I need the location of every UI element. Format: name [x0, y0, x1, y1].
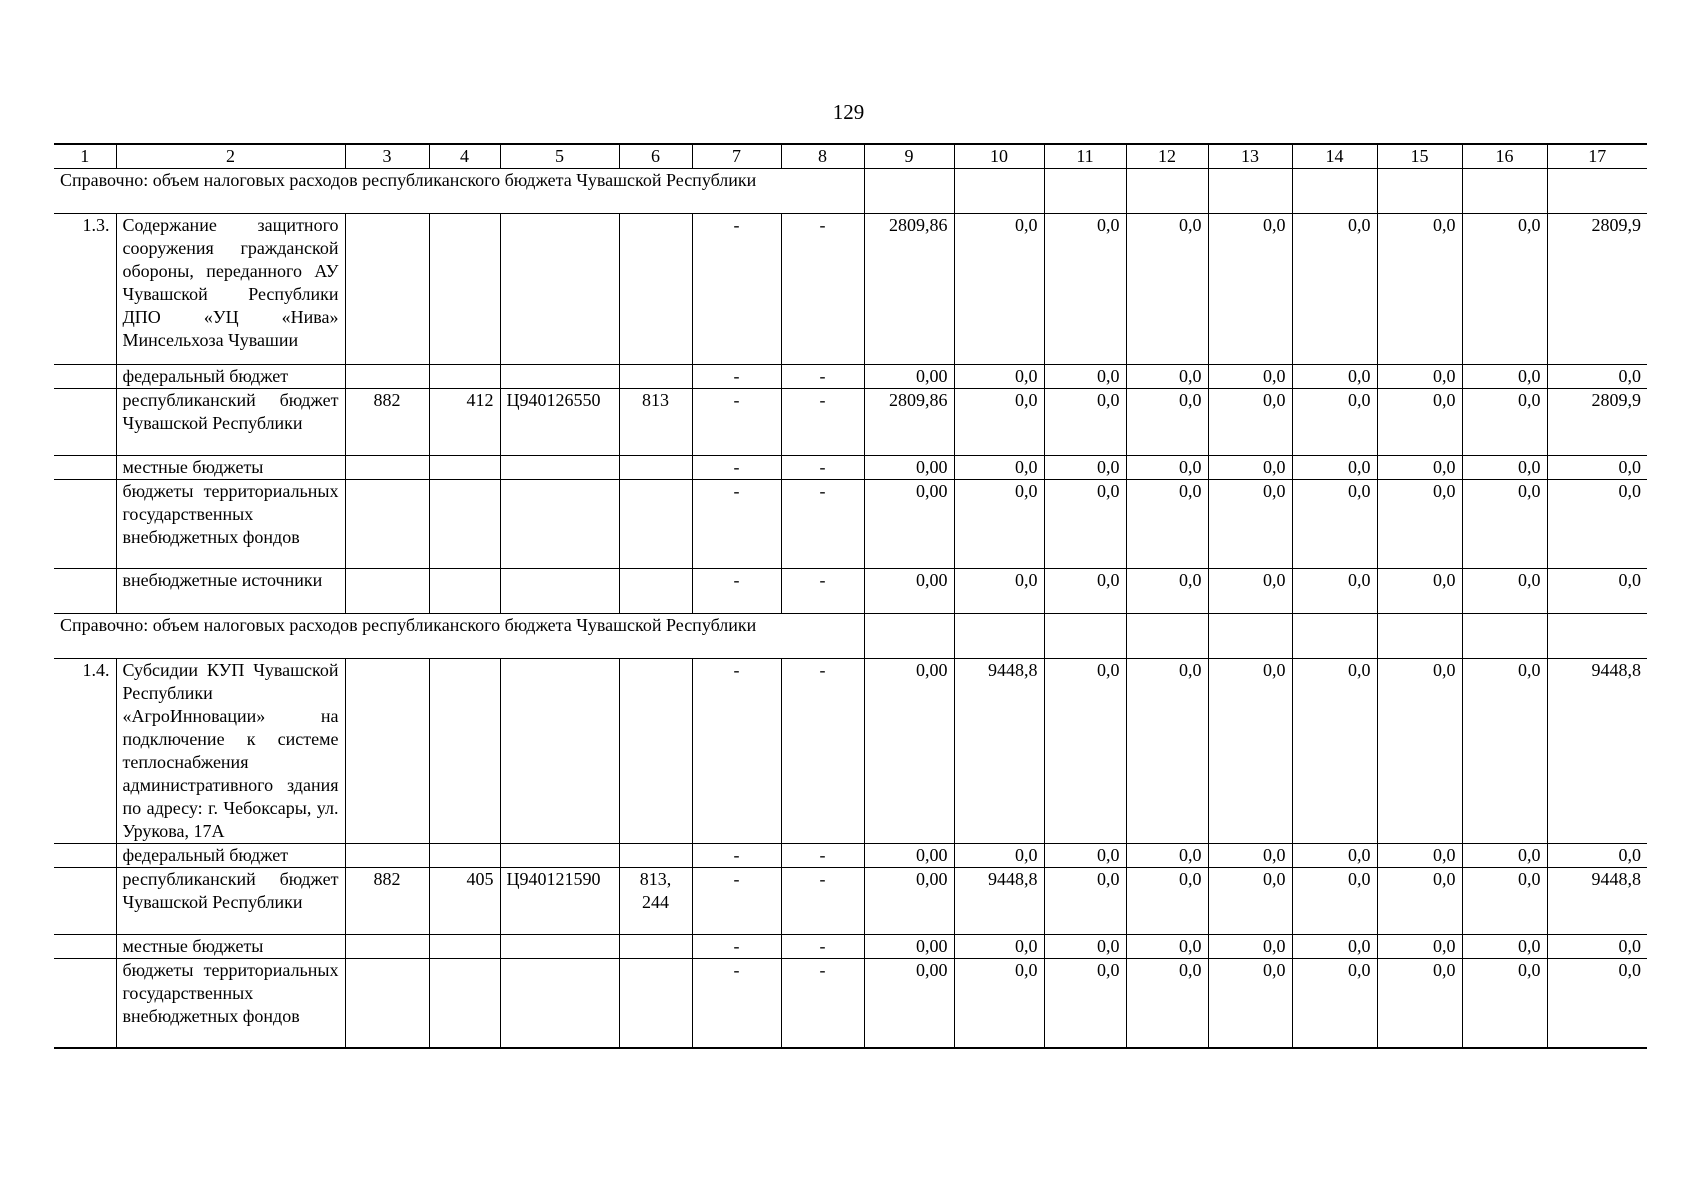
dash-cell: - — [781, 456, 864, 480]
dash-cell: - — [781, 480, 864, 569]
funding-source-row — [54, 935, 1647, 959]
funding-source-row — [54, 456, 1647, 480]
column-number: 12 — [1126, 144, 1208, 169]
gr-code — [345, 959, 429, 1049]
amount-cell: 0,0 — [1126, 456, 1208, 480]
expense-type-code — [619, 480, 692, 569]
amount-cell: 0,00 — [864, 868, 954, 935]
dash-cell: - — [692, 214, 781, 365]
amount-cell: 0,0 — [1547, 959, 1647, 1049]
empty-cell — [345, 659, 429, 844]
amount-cell: 0,0 — [954, 935, 1044, 959]
dash-cell: - — [781, 365, 864, 389]
gr-code: 882 — [345, 868, 429, 935]
funding-source-name: федеральный бюджет — [116, 365, 345, 389]
amount-cell: 2809,9 — [1547, 214, 1647, 365]
target-article-code: Ц940126550 — [500, 389, 619, 456]
target-article-code — [500, 365, 619, 389]
dash-cell: - — [781, 214, 864, 365]
section-code — [429, 456, 500, 480]
reference-row — [54, 614, 1647, 659]
column-number: 7 — [692, 144, 781, 169]
empty-cell — [619, 214, 692, 365]
gr-code — [345, 844, 429, 868]
amount-cell: 0,0 — [1208, 959, 1292, 1049]
amount-cell: 9448,8 — [954, 868, 1044, 935]
empty-cell — [864, 614, 954, 659]
amount-cell: 0,0 — [1208, 389, 1292, 456]
amount-cell: 0,0 — [1044, 868, 1126, 935]
empty-cell — [54, 365, 116, 389]
amount-cell: 0,0 — [1377, 659, 1462, 844]
funding-source-name: местные бюджеты — [116, 935, 345, 959]
amount-cell: 0,0 — [1547, 365, 1647, 389]
target-article-code — [500, 844, 619, 868]
amount-cell: 0,0 — [1208, 935, 1292, 959]
amount-cell: 0,0 — [954, 480, 1044, 569]
amount-cell: 0,0 — [1126, 868, 1208, 935]
target-article-code — [500, 480, 619, 569]
section-code: 412 — [429, 389, 500, 456]
amount-cell: 0,0 — [1377, 389, 1462, 456]
funding-source-name: внебюджетные источники — [116, 569, 345, 614]
funding-source-name: бюджеты территориальных государственных внебюджетных фондов — [116, 480, 345, 569]
funding-source-row — [54, 844, 1647, 868]
amount-cell: 0,0 — [1292, 868, 1377, 935]
amount-cell: 0,0 — [1377, 214, 1462, 365]
amount-cell: 0,0 — [1292, 659, 1377, 844]
empty-cell — [54, 935, 116, 959]
amount-cell: 0,0 — [1462, 456, 1547, 480]
amount-cell: 0,0 — [1462, 365, 1547, 389]
target-article-code: Ц940121590 — [500, 868, 619, 935]
column-number: 6 — [619, 144, 692, 169]
amount-cell: 0,0 — [1044, 365, 1126, 389]
amount-cell: 0,0 — [1044, 389, 1126, 456]
gr-code — [345, 569, 429, 614]
section-title: Субсидии КУП Чувашской Республики «АгроИнновации» на подключение к системе теплоснабжения административного здания по адресу: г. Чебоксары, ул. Урукова, 17А — [116, 659, 345, 844]
dash-cell: - — [781, 389, 864, 456]
section-code — [429, 365, 500, 389]
reference-label: Справочно: объем налоговых расходов республиканского бюджета Чувашской Республики — [54, 614, 864, 659]
amount-cell: 2809,9 — [1547, 389, 1647, 456]
target-article-code — [500, 569, 619, 614]
amount-cell: 0,0 — [1292, 959, 1377, 1049]
empty-cell — [429, 214, 500, 365]
amount-cell: 0,0 — [1126, 959, 1208, 1049]
gr-code: 882 — [345, 389, 429, 456]
amount-cell: 9448,8 — [1547, 659, 1647, 844]
column-number: 13 — [1208, 144, 1292, 169]
expense-type-code — [619, 935, 692, 959]
amount-cell: 9448,8 — [1547, 868, 1647, 935]
amount-cell: 0,0 — [1126, 935, 1208, 959]
amount-cell: 0,0 — [1126, 844, 1208, 868]
amount-cell: 0,0 — [1292, 456, 1377, 480]
funding-source-row — [54, 365, 1647, 389]
empty-cell — [54, 959, 116, 1049]
funding-source-name: бюджеты территориальных государственных внебюджетных фондов — [116, 959, 345, 1049]
amount-cell: 0,0 — [1208, 868, 1292, 935]
empty-cell — [54, 569, 116, 614]
empty-cell — [54, 456, 116, 480]
amount-cell: 0,00 — [864, 659, 954, 844]
empty-cell — [1377, 169, 1462, 214]
expense-type-code — [619, 365, 692, 389]
amount-cell: 0,0 — [1208, 214, 1292, 365]
dash-cell: - — [692, 389, 781, 456]
section-code: 405 — [429, 868, 500, 935]
dash-cell: - — [692, 569, 781, 614]
amount-cell: 0,0 — [1126, 389, 1208, 456]
reference-label: Справочно: объем налоговых расходов республиканского бюджета Чувашской Республики — [54, 169, 864, 214]
gr-code — [345, 456, 429, 480]
dash-cell: - — [692, 844, 781, 868]
amount-cell: 0,0 — [1377, 456, 1462, 480]
funding-source-row — [54, 480, 1647, 569]
amount-cell: 0,0 — [1547, 935, 1647, 959]
amount-cell: 0,0 — [1377, 480, 1462, 569]
empty-cell — [1208, 169, 1292, 214]
expense-type-code — [619, 959, 692, 1049]
amount-cell: 0,0 — [1044, 959, 1126, 1049]
funding-source-name: республиканский бюджет Чувашской Республики — [116, 868, 345, 935]
amount-cell: 0,0 — [1462, 214, 1547, 365]
empty-cell — [864, 169, 954, 214]
gr-code — [345, 935, 429, 959]
amount-cell: 0,0 — [1462, 935, 1547, 959]
empty-cell — [1292, 614, 1377, 659]
empty-cell — [1044, 614, 1126, 659]
section-number: 1.3. — [54, 214, 116, 365]
empty-cell — [500, 659, 619, 844]
amount-cell: 0,0 — [1292, 480, 1377, 569]
section-title: Содержание защитного сооружения гражданской обороны, переданного АУ Чувашской Республики ДПО «УЦ «Нива» Минсельхоза Чувашии — [116, 214, 345, 365]
amount-cell: 0,0 — [1547, 456, 1647, 480]
amount-cell: 2809,86 — [864, 214, 954, 365]
amount-cell: 0,0 — [1208, 659, 1292, 844]
dash-cell: - — [692, 868, 781, 935]
funding-source-name: федеральный бюджет — [116, 844, 345, 868]
funding-source-row — [54, 868, 1647, 935]
column-number: 5 — [500, 144, 619, 169]
empty-cell — [1044, 169, 1126, 214]
amount-cell: 0,00 — [864, 844, 954, 868]
amount-cell: 0,0 — [1208, 569, 1292, 614]
column-number: 16 — [1462, 144, 1547, 169]
expense-type-code — [619, 844, 692, 868]
expense-type-code — [619, 456, 692, 480]
funding-source-name: местные бюджеты — [116, 456, 345, 480]
column-number: 3 — [345, 144, 429, 169]
target-article-code — [500, 456, 619, 480]
dash-cell: - — [692, 959, 781, 1049]
amount-cell: 9448,8 — [954, 659, 1044, 844]
amount-cell: 0,0 — [1126, 569, 1208, 614]
column-number: 9 — [864, 144, 954, 169]
section-code — [429, 844, 500, 868]
budget-table — [54, 143, 1647, 1049]
empty-cell — [1208, 614, 1292, 659]
amount-cell: 0,0 — [954, 389, 1044, 456]
expense-type-code — [619, 569, 692, 614]
amount-cell: 0,0 — [1377, 935, 1462, 959]
gr-code — [345, 480, 429, 569]
amount-cell: 0,0 — [954, 569, 1044, 614]
expense-type-code: 813 — [619, 389, 692, 456]
reference-row — [54, 169, 1647, 214]
funding-source-name: республиканский бюджет Чувашской Республики — [116, 389, 345, 456]
funding-source-row — [54, 959, 1647, 1049]
amount-cell: 0,0 — [1462, 868, 1547, 935]
amount-cell: 0,0 — [954, 844, 1044, 868]
amount-cell: 0,0 — [1208, 456, 1292, 480]
amount-cell: 0,0 — [1377, 569, 1462, 614]
section-code — [429, 959, 500, 1049]
amount-cell: 0,0 — [1462, 480, 1547, 569]
amount-cell: 0,0 — [1292, 214, 1377, 365]
empty-cell — [1377, 614, 1462, 659]
amount-cell: 0,0 — [1292, 389, 1377, 456]
empty-cell — [1462, 614, 1547, 659]
column-number: 14 — [1292, 144, 1377, 169]
section-row — [54, 214, 1647, 365]
amount-cell: 0,0 — [954, 959, 1044, 1049]
amount-cell: 0,0 — [1462, 569, 1547, 614]
amount-cell: 0,0 — [954, 456, 1044, 480]
amount-cell: 0,0 — [1126, 659, 1208, 844]
page-number: 129 — [832, 100, 865, 124]
section-row — [54, 659, 1647, 844]
dash-cell: - — [692, 659, 781, 844]
funding-source-row — [54, 389, 1647, 456]
amount-cell: 2809,86 — [864, 389, 954, 456]
section-number: 1.4. — [54, 659, 116, 844]
amount-cell: 0,00 — [864, 365, 954, 389]
dash-cell: - — [781, 569, 864, 614]
amount-cell: 0,0 — [1044, 935, 1126, 959]
empty-cell — [1547, 614, 1647, 659]
column-number: 15 — [1377, 144, 1462, 169]
amount-cell: 0,0 — [1462, 389, 1547, 456]
amount-cell: 0,0 — [1462, 959, 1547, 1049]
column-number: 1 — [54, 144, 116, 169]
dash-cell: - — [692, 935, 781, 959]
empty-cell — [1547, 169, 1647, 214]
table-body — [54, 144, 1647, 1048]
amount-cell: 0,0 — [1377, 959, 1462, 1049]
amount-cell: 0,0 — [1044, 569, 1126, 614]
amount-cell: 0,00 — [864, 480, 954, 569]
amount-cell: 0,0 — [1044, 456, 1126, 480]
column-number-row — [54, 144, 1647, 169]
amount-cell: 0,00 — [864, 935, 954, 959]
empty-cell — [954, 169, 1044, 214]
column-number: 8 — [781, 144, 864, 169]
empty-cell — [1126, 614, 1208, 659]
empty-cell — [54, 844, 116, 868]
amount-cell: 0,0 — [1126, 480, 1208, 569]
amount-cell: 0,0 — [1292, 935, 1377, 959]
column-number: 11 — [1044, 144, 1126, 169]
empty-cell — [954, 614, 1044, 659]
dash-cell: - — [692, 480, 781, 569]
empty-cell — [500, 214, 619, 365]
section-code — [429, 480, 500, 569]
amount-cell: 0,00 — [864, 569, 954, 614]
section-code — [429, 935, 500, 959]
column-number: 4 — [429, 144, 500, 169]
amount-cell: 0,0 — [1292, 569, 1377, 614]
empty-cell — [54, 389, 116, 456]
target-article-code — [500, 959, 619, 1049]
gr-code — [345, 365, 429, 389]
amount-cell: 0,0 — [1292, 844, 1377, 868]
column-number: 10 — [954, 144, 1044, 169]
amount-cell: 0,0 — [954, 214, 1044, 365]
dash-cell: - — [781, 959, 864, 1049]
amount-cell: 0,0 — [1044, 480, 1126, 569]
amount-cell: 0,00 — [864, 456, 954, 480]
amount-cell: 0,0 — [1126, 365, 1208, 389]
dash-cell: - — [781, 868, 864, 935]
section-code — [429, 569, 500, 614]
amount-cell: 0,0 — [1547, 844, 1647, 868]
amount-cell: 0,0 — [954, 365, 1044, 389]
dash-cell: - — [692, 456, 781, 480]
amount-cell: 0,0 — [1208, 480, 1292, 569]
empty-cell — [54, 480, 116, 569]
amount-cell: 0,0 — [1377, 868, 1462, 935]
empty-cell — [619, 659, 692, 844]
amount-cell: 0,0 — [1377, 844, 1462, 868]
dash-cell: - — [781, 659, 864, 844]
amount-cell: 0,0 — [1292, 365, 1377, 389]
empty-cell — [429, 659, 500, 844]
column-number: 17 — [1547, 144, 1647, 169]
empty-cell — [1292, 169, 1377, 214]
dash-cell: - — [692, 365, 781, 389]
empty-cell — [54, 868, 116, 935]
dash-cell: - — [781, 844, 864, 868]
amount-cell: 0,0 — [1044, 844, 1126, 868]
expense-type-code: 813, 244 — [619, 868, 692, 935]
amount-cell: 0,0 — [1547, 480, 1647, 569]
amount-cell: 0,0 — [1208, 365, 1292, 389]
amount-cell: 0,0 — [1462, 659, 1547, 844]
amount-cell: 0,00 — [864, 959, 954, 1049]
dash-cell: - — [781, 935, 864, 959]
amount-cell: 0,0 — [1547, 569, 1647, 614]
target-article-code — [500, 935, 619, 959]
amount-cell: 0,0 — [1462, 844, 1547, 868]
amount-cell: 0,0 — [1377, 365, 1462, 389]
column-number: 2 — [116, 144, 345, 169]
amount-cell: 0,0 — [1208, 844, 1292, 868]
amount-cell: 0,0 — [1044, 214, 1126, 365]
amount-cell: 0,0 — [1126, 214, 1208, 365]
amount-cell: 0,0 — [1044, 659, 1126, 844]
funding-source-row — [54, 569, 1647, 614]
empty-cell — [1462, 169, 1547, 214]
empty-cell — [345, 214, 429, 365]
empty-cell — [1126, 169, 1208, 214]
